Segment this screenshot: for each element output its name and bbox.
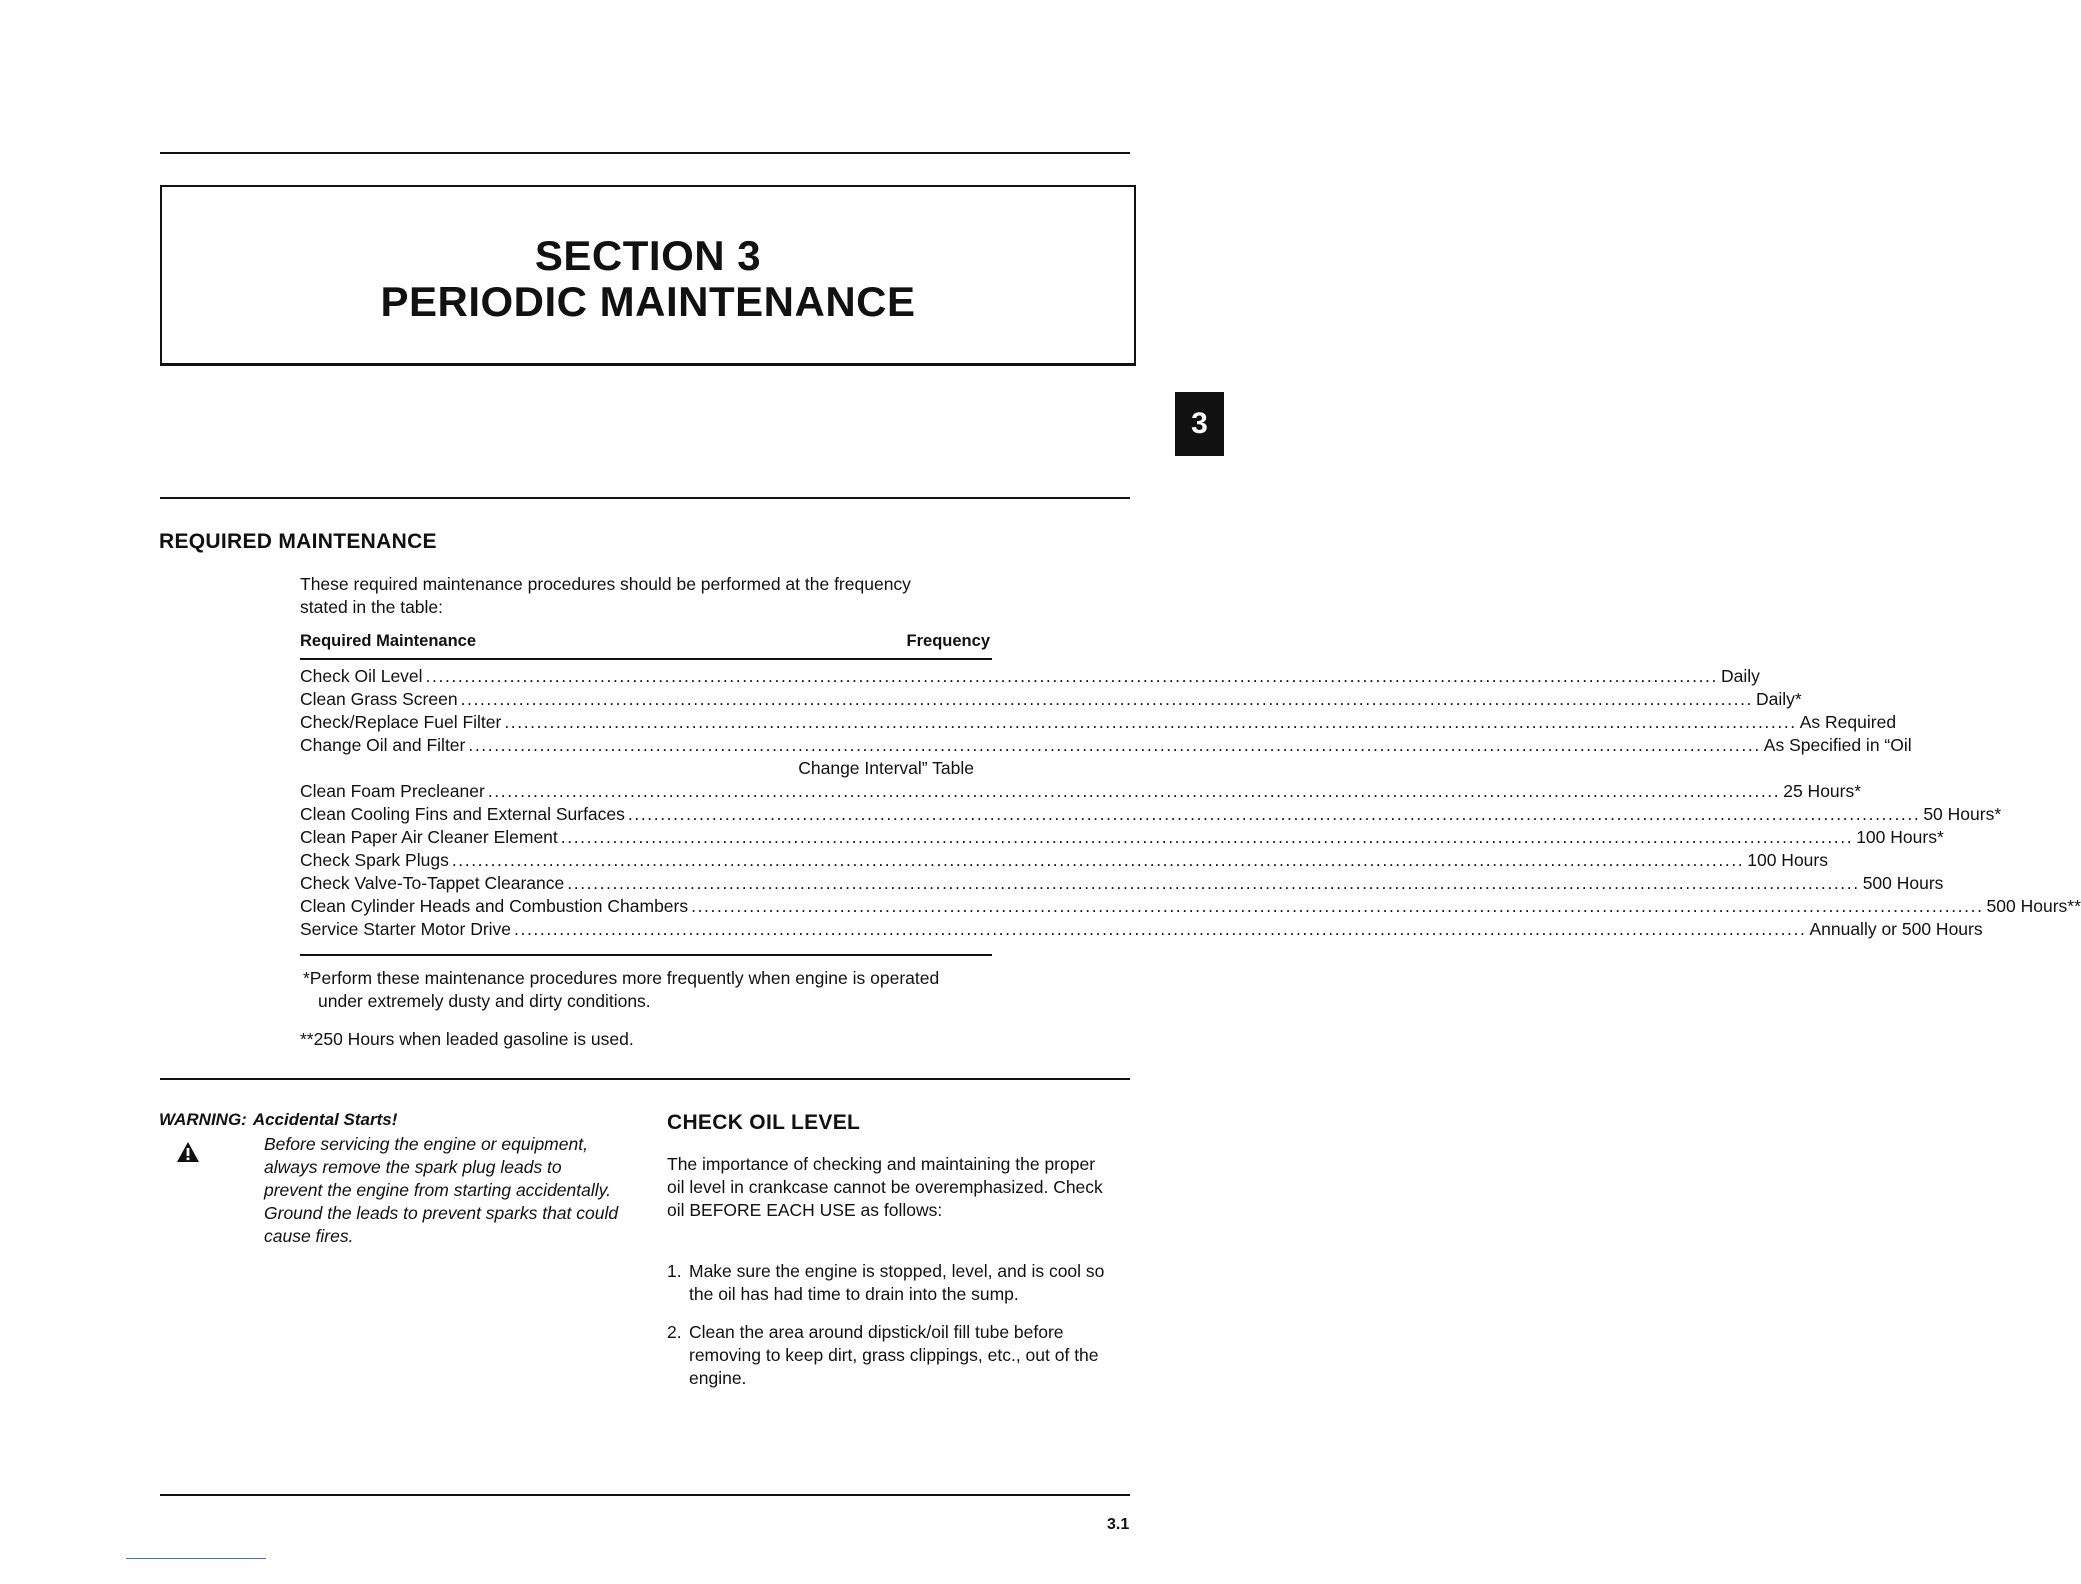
- table-cell-task: Clean Cooling Fins and External Surfaces: [300, 804, 625, 824]
- footnote-leaded-gasoline: **250 Hours when leaded gasoline is used.: [300, 1029, 634, 1049]
- section-divider: [160, 497, 1130, 499]
- table-bottom-rule: [300, 954, 992, 956]
- table-cell-frequency: 100 Hours: [1747, 850, 1828, 870]
- warning-label: WARNING:: [159, 1110, 247, 1129]
- warning-triangle-icon: [159, 1133, 264, 1248]
- required-maintenance-heading: REQUIRED MAINTENANCE: [159, 530, 437, 553]
- section-title-box: [160, 185, 1136, 366]
- warning-title: Accidental Starts!: [252, 1110, 398, 1129]
- table-cell-task: Clean Grass Screen: [300, 689, 458, 709]
- step-text: Clean the area around dipstick/oil fill tube before removing to keep dirt, grass clippings, etc., out of the engine.: [689, 1322, 1099, 1388]
- leader-dots: ........................................................................................................................................................................................................: [460, 689, 1753, 709]
- table-cell-frequency: Daily*: [1756, 689, 1802, 709]
- table-cell-task: Check Oil Level: [300, 666, 423, 686]
- table-row: [300, 687, 1802, 710]
- footnote-dusty-conditions: *Perform these maintenance procedures more frequently when engine is operated under extremely dusty and dirty conditions.: [303, 968, 940, 1011]
- table-header: [300, 632, 992, 660]
- step-text: Make sure the engine is stopped, level, and is cool so the oil has had time to drain into the sump.: [689, 1261, 1105, 1304]
- table-cell-task: Change Oil and Filter: [300, 735, 466, 755]
- table-row: [300, 664, 1760, 687]
- table-cell-frequency: 50 Hours*: [1923, 804, 2002, 824]
- check-oil-steps: [667, 1260, 1107, 1405]
- bottom-rule: [160, 1494, 1130, 1496]
- section-tab-marker: 3: [1175, 392, 1224, 456]
- table-row: [300, 825, 1944, 848]
- column-header-task: Required Maintenance: [300, 632, 477, 650]
- maintenance-table: [300, 632, 2081, 956]
- leader-dots: ........................................................................................................................................................................................................: [504, 712, 1797, 732]
- section-title: PERIODIC MAINTENANCE: [380, 278, 916, 325]
- table-row-continuation: [300, 756, 974, 779]
- table-cell-task: Check/Replace Fuel Filter: [300, 712, 502, 732]
- table-row: [300, 802, 2002, 825]
- table-cell-task: Clean Foam Precleaner: [300, 781, 485, 801]
- table-cell-frequency-continued: Change Interval” Table: [798, 758, 974, 778]
- warning-block: [159, 1110, 629, 1248]
- leader-dots: ........................................................................................................................................................................................................: [425, 666, 1718, 686]
- leader-dots: ........................................................................................................................................................................................................: [487, 781, 1781, 801]
- check-oil-level-intro: The importance of checking and maintaining the proper oil level in crankcase cannot be overemphasized. Check oil BEFORE EACH USE as follows:: [667, 1154, 1103, 1220]
- table-row: [300, 894, 2081, 917]
- table-cell-task: Service Starter Motor Drive: [300, 919, 512, 939]
- table-cell-frequency: 25 Hours*: [1783, 781, 1862, 801]
- leader-dots: ........................................................................................................................................................................................................: [691, 896, 1984, 916]
- leader-dots: ........................................................................................................................................................................................................: [560, 827, 1854, 847]
- list-item: [667, 1321, 1107, 1390]
- table-cell-task: Clean Paper Air Cleaner Element: [300, 827, 558, 847]
- page-number: 3.1: [1107, 1516, 1130, 1533]
- table-row: [300, 779, 1862, 802]
- table-row: [300, 917, 1983, 940]
- table-cell-frequency: 100 Hours*: [1856, 827, 1944, 847]
- table-cell-task: Check Spark Plugs: [300, 850, 449, 870]
- table-cell-frequency: 500 Hours**: [1986, 896, 2081, 916]
- column-header-frequency: Frequency: [906, 632, 990, 650]
- table-cell-frequency: 500 Hours: [1862, 873, 1944, 893]
- leader-dots: ........................................................................................................................................................................................................: [468, 735, 1761, 755]
- required-maintenance-intro: These required maintenance procedures should be performed at the frequency stated in the table:: [300, 574, 911, 617]
- leader-dots: ........................................................................................................................................................................................................: [451, 850, 1745, 870]
- table-row: [300, 710, 1897, 733]
- top-rule: [160, 152, 1130, 154]
- section-label: SECTION 3: [534, 232, 762, 279]
- table-cell-frequency: As Required: [1799, 712, 1897, 732]
- table-body: [300, 664, 2081, 940]
- warning-text: Before servicing the engine or equipment, always remove the spark plug leads to prevent the engine from starting accidentally. Ground the leads to prevent sparks that could cause fires.: [264, 1134, 619, 1246]
- table-cell-task: Check Valve-To-Tappet Clearance: [300, 873, 565, 893]
- table-row: [300, 733, 1912, 756]
- table-cell-frequency: Annually or 500 Hours: [1809, 919, 1983, 939]
- table-cell-frequency: As Specified in “Oil: [1763, 735, 1912, 755]
- step-number: 2.: [667, 1322, 682, 1342]
- leader-dots: ........................................................................................................................................................................................................: [514, 919, 1807, 939]
- table-row: [300, 848, 1828, 871]
- table-cell-task: Clean Cylinder Heads and Combustion Chambers: [300, 896, 689, 916]
- step-number: 1.: [667, 1261, 682, 1281]
- leader-dots: ........................................................................................................................................................................................................: [627, 804, 1921, 824]
- decorative-underline: [126, 1558, 266, 1559]
- leader-dots: ........................................................................................................................................................................................................: [567, 873, 1860, 893]
- lower-section-divider: [160, 1078, 1130, 1080]
- list-item: [667, 1260, 1107, 1306]
- table-row: [300, 871, 1944, 894]
- table-cell-frequency: Daily: [1720, 666, 1760, 686]
- check-oil-level-heading: CHECK OIL LEVEL: [667, 1111, 861, 1134]
